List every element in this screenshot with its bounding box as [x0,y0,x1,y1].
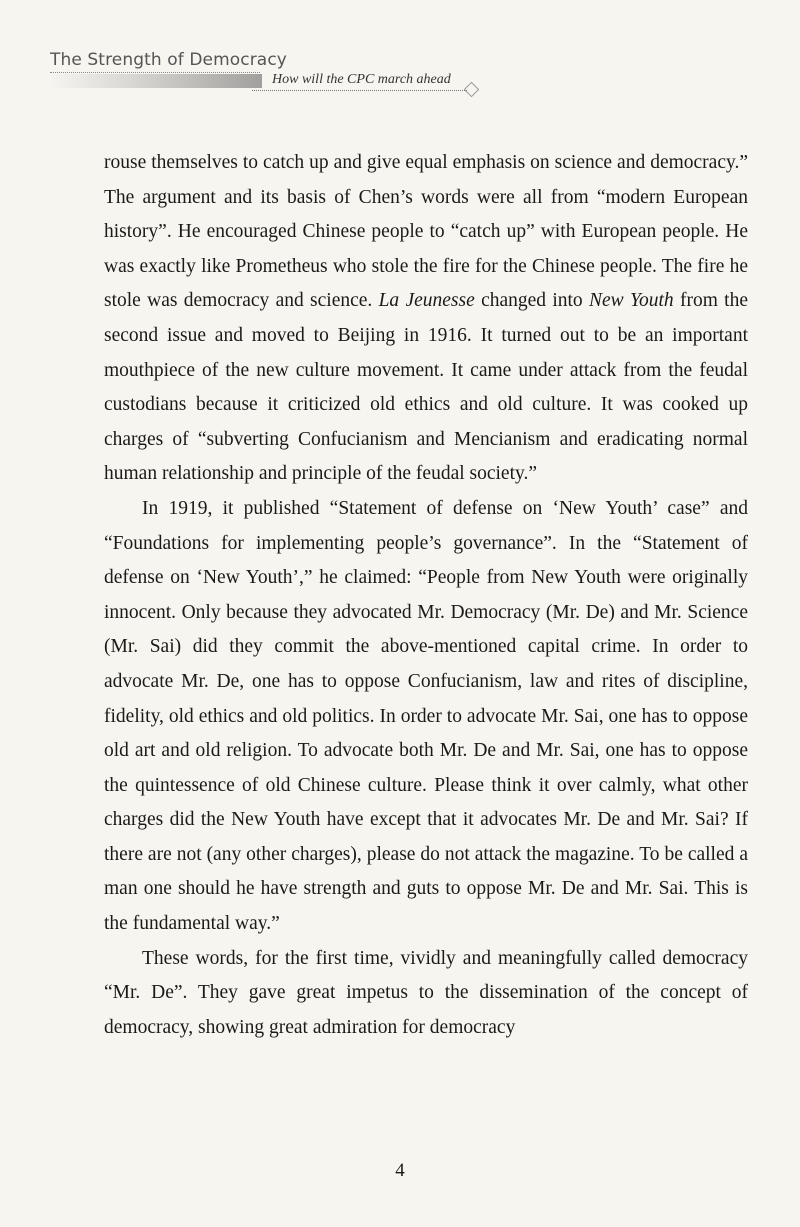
body-text [104,146,748,1045]
italic-title-la-jeunesse: La Jeunesse [378,290,475,312]
header-decorative-band [50,74,262,88]
paragraph-1-text-c: from the second issue and moved to Beijing in 1916. It turned out to be an important mouthpiece of the new culture movement. It came under attack from the feudal custodians because it criticized old ethics and old culture. It was cooked up charges of “subverting Confucianism and Mencianism and eradicating normal human relationship and principle of the feudal society.” [104,290,748,485]
paragraph-3: These words, for the first time, vividly and meaningfully called democracy “Mr. De”. They gave great impetus to the dissemination of the concept of democracy, showing great admiration for democracy [104,947,748,1038]
page-number: 4 [395,1160,405,1181]
paragraph-1 [104,146,748,492]
diamond-ornament-icon [464,82,480,98]
paragraph-2: In 1919, it published “Statement of defense on ‘New Youth’ case” and “Foundations for implementing people’s governance”. In the “Statement of defense on ‘New Youth’,” he claimed: “People from New Youth were originally innocent. Only because they advocated Mr. Democracy (Mr. De) and Mr. Science (Mr. Sai) did they commit the above-mentioned capital crime. In order to advocate Mr. De, one has to oppose Confucianism, law and rites of discipline, fidelity, old ethics and old politics. In order to advocate Mr. Sai, one has to oppose old art and old religion. To advocate both Mr. De and Mr. Sai, one has to oppose the quintessence of old Chinese culture. Please think it over calmly, what other charges did the New Youth have except that it advocates Mr. De and Mr. Sai? If there are not (any other charges), please do not attack the magazine. To be called a man one should he have strength and guts to oppose Mr. De and Mr. Sai. This is the fundamental way.” [104,497,748,935]
paragraph-1-text-a: rouse themselves to catch up and give equal emphasis on science and democracy.” The argument and its basis of Chen’s words were all from “modern European history”. He encouraged Chinese people to “catch up” with European people. He was exactly like Prometheus who stole the fire for the Chinese people. The fire he stole was democracy and science. [104,152,748,312]
running-header-book-title: The Strength of Democracy [50,50,287,70]
paragraph-1-text-b: changed into [474,290,589,312]
header-dotted-rule [252,90,467,91]
running-header-chapter-title: How will the CPC march ahead [272,72,451,87]
header-dotted-line [50,72,260,73]
italic-title-new-youth: New Youth [588,290,674,312]
